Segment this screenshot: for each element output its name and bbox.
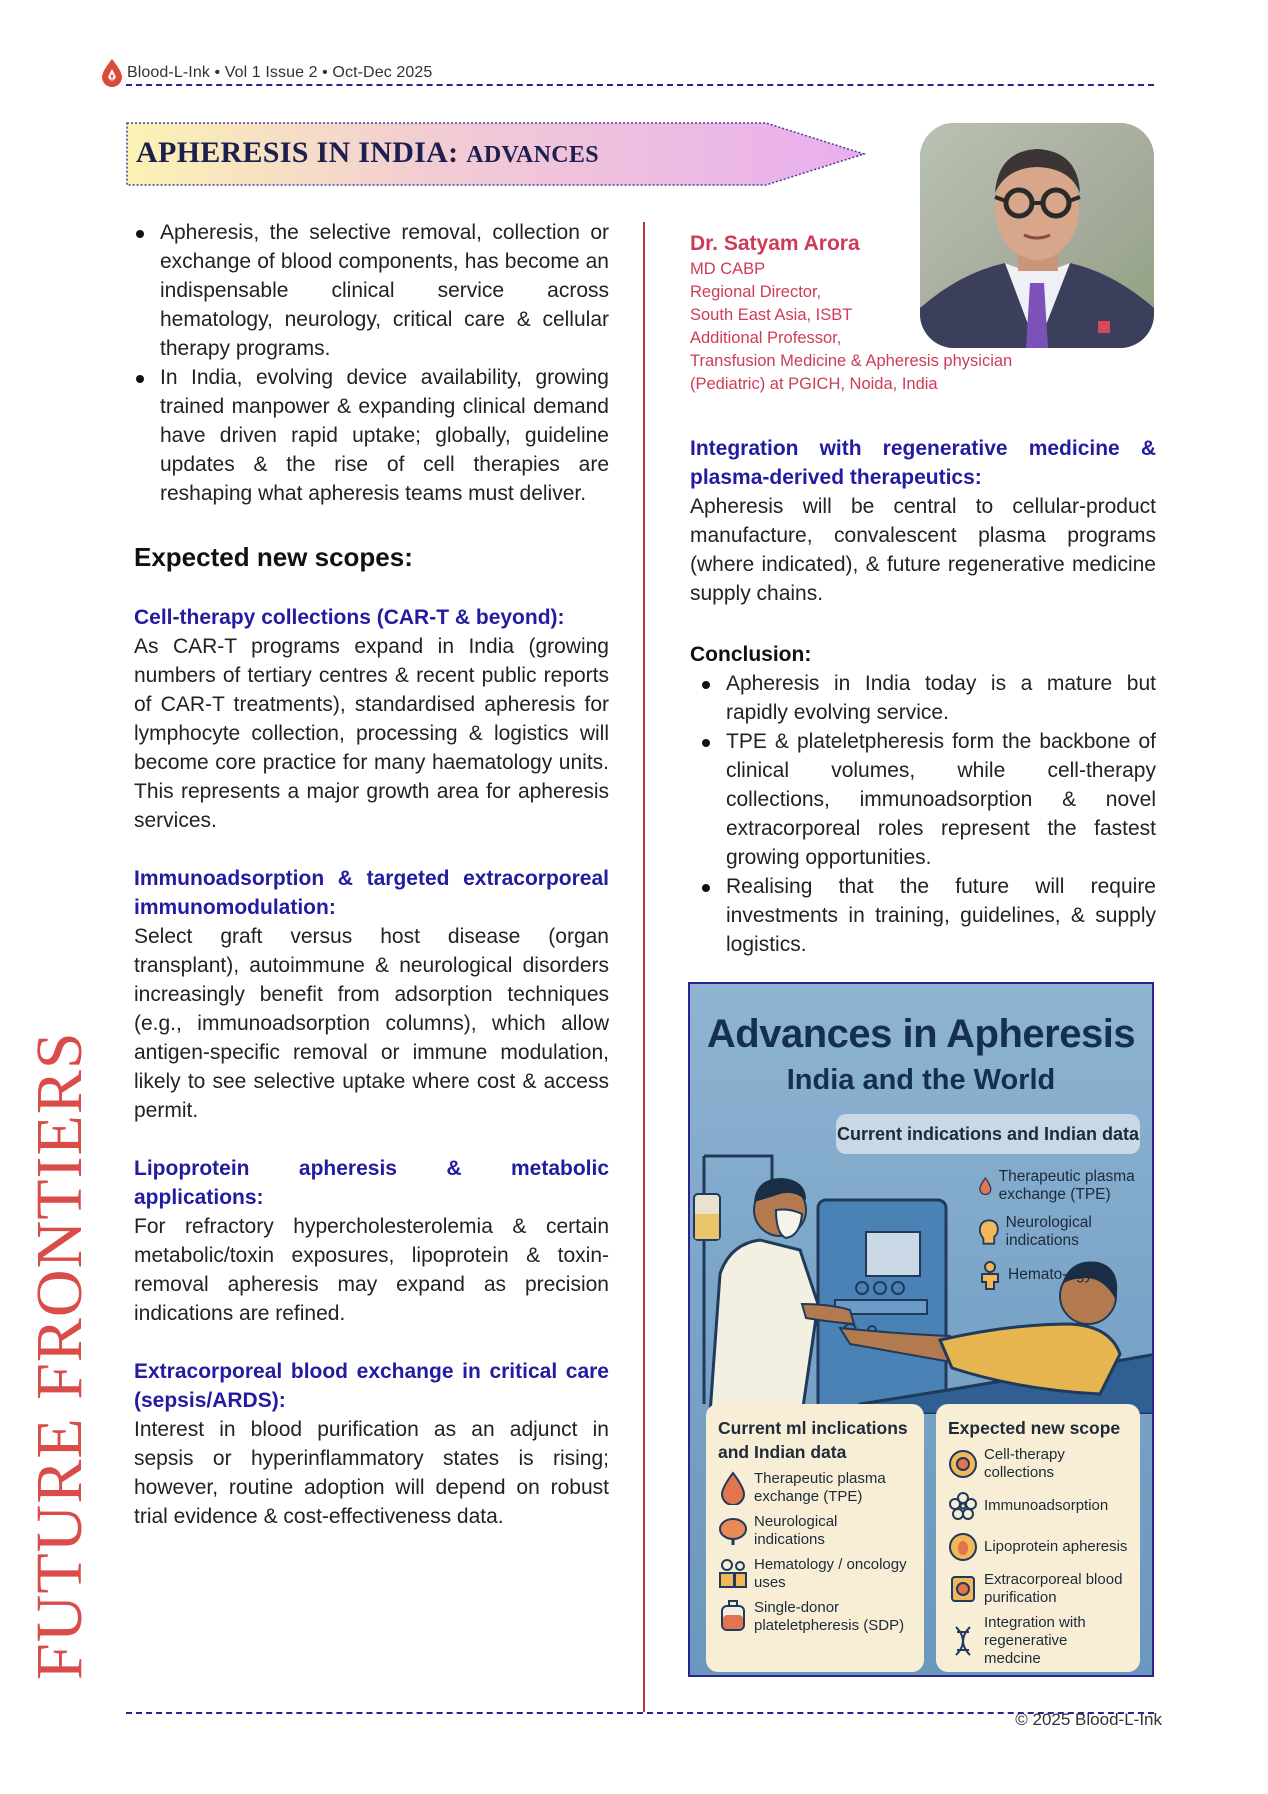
conclusion-bullet: TPE & plateletpheresis form the backbone of clinical volumes, while cell-therapy collections, immunoadsorption & novel extracorporeal roles represent the fastest growing opportunities. bbox=[690, 727, 1156, 872]
section-body: As CAR-T programs expand in India (growing numbers of tertiary centres & recent public reports of CAR-T treatments), standardised apheresis for lymphocyte collection, processing & logistics will become core practice for many haematology units. This represents a major growth area for apheresis services. bbox=[134, 635, 609, 832]
conclusion-bullet: Apheresis in India today is a mature but rapidly evolving service. bbox=[690, 669, 1156, 727]
author-role: Regional Director, bbox=[690, 283, 822, 301]
apheresis-infographic bbox=[688, 982, 1154, 1677]
section-body: Interest in blood purification as an adjunct in sepsis or hyperinflammatory states is rising; however, routine adoption will depend on robust trial evidence & cost-effectiveness data. bbox=[134, 1418, 609, 1528]
legend-item: Therapeutic plasma exchange (TPE) bbox=[978, 1168, 1153, 1204]
blood-drop-icon bbox=[978, 1171, 993, 1201]
author-name: Dr. Satyam Arora bbox=[690, 232, 860, 255]
author-role: South East Asia, ISBT bbox=[690, 306, 853, 324]
copyright: © 2025 Blood-L-Ink bbox=[1015, 1710, 1162, 1729]
card-item: Integration with regenerative medcine bbox=[948, 1614, 1128, 1668]
article-title-banner bbox=[126, 122, 866, 186]
blood-drop-icon bbox=[718, 1471, 748, 1505]
head-profile-icon bbox=[978, 1217, 1000, 1247]
author-role: (Pediatric) at PGICH, Noida, India bbox=[690, 375, 938, 393]
card-item: Immunoadsorption bbox=[948, 1489, 1128, 1523]
lipoprotein-icon bbox=[948, 1530, 978, 1564]
section-side-label: FUTURE FRONTIERS bbox=[23, 1031, 96, 1680]
card-item: Neurological indications bbox=[718, 1513, 912, 1549]
brain-icon bbox=[718, 1514, 748, 1548]
scope-section-lipoprotein bbox=[134, 1154, 609, 1328]
section-body: For refractory hypercholesterolemia & certain metabolic/toxin exposures, lipoprotein & toxin-removal apheresis may expand as precision indications are refined. bbox=[134, 1215, 609, 1325]
card-item: Therapeutic plasma exchange (TPE) bbox=[718, 1470, 912, 1506]
flower-icon bbox=[948, 1489, 978, 1523]
publication-info: Blood-L-Ink • Vol 1 Issue 2 • Oct-Dec 2025 bbox=[127, 64, 433, 81]
conclusion-bullet-list bbox=[690, 669, 1156, 959]
blood-drop-pen-nib-icon bbox=[100, 58, 124, 88]
scopes-heading: Expected new scopes: bbox=[134, 542, 413, 572]
card-item: Lipoprotein apheresis bbox=[948, 1530, 1128, 1564]
author-credential: MD CABP bbox=[690, 260, 766, 278]
section-heading: Extracorporeal blood exchange in critical care (sepsis/ARDS): bbox=[134, 1360, 609, 1412]
infographic-subtitle: India and the World bbox=[786, 1064, 1056, 1096]
current-indications-card bbox=[706, 1404, 924, 1672]
infographic-pill-label: Current indications and Indian data bbox=[836, 1114, 1140, 1154]
conclusion-heading: Conclusion: bbox=[690, 643, 812, 666]
card-item: Hematology / oncology uses bbox=[718, 1556, 912, 1592]
card-heading: Expected new scope bbox=[948, 1418, 1121, 1438]
author-role: Additional Professor, bbox=[690, 329, 842, 347]
scope-section-regenerative bbox=[690, 434, 1156, 608]
person-icon bbox=[978, 1260, 1002, 1290]
blood-bag-icon bbox=[718, 1600, 748, 1634]
header-divider bbox=[126, 84, 1154, 86]
legend-item: Hemato-ogy bbox=[978, 1260, 1153, 1290]
intro-bullet: In India, evolving device availability, growing trained manpower & expanding clinical demand have driven rapid uptake; globally, guideline updates & the rise of cell therapies are reshaping what apheresis teams must deliver. bbox=[134, 363, 609, 508]
card-item: Single-donor plateletpheresis (SDP) bbox=[718, 1599, 912, 1635]
left-column bbox=[134, 218, 609, 1560]
section-body: Select graft versus host disease (organ transplant), autoimmune & neurological disorders increasingly benefit from adsorption techniques (e.g., immunoadsorption columns), which allow antigen-specific removal or immune modulation, likely to see selective uptake where cost & access permit. bbox=[134, 925, 609, 1122]
scope-section-critical-care bbox=[134, 1357, 609, 1531]
expected-scope-card bbox=[936, 1404, 1140, 1672]
cell-icon bbox=[948, 1447, 978, 1481]
intro-bullet-list bbox=[134, 218, 609, 508]
filter-icon bbox=[948, 1572, 978, 1606]
section-heading: Integration with regenerative medicine & plasma-derived therapeutics: bbox=[690, 437, 1156, 489]
people-icon bbox=[718, 1557, 748, 1591]
section-heading: Lipoprotein apheresis & metabolic applications: bbox=[134, 1157, 609, 1209]
scope-section-immunoadsorption bbox=[134, 864, 609, 1125]
card-item: Cell-therapy collections bbox=[948, 1446, 1128, 1482]
author-block bbox=[690, 230, 1156, 396]
dna-icon bbox=[948, 1624, 978, 1658]
section-body: Apheresis will be central to cellular-product manufacture, convalescent plasma programs (where indicated), & future regenerative medicine supply chains. bbox=[690, 495, 1156, 605]
card-item: Extracorporeal blood purification bbox=[948, 1571, 1128, 1607]
article-title: APHERESIS IN INDIA: ADVANCES bbox=[136, 136, 599, 169]
footer-divider bbox=[126, 1712, 1154, 1714]
infographic-title: Advances in Apheresis bbox=[706, 1012, 1136, 1056]
right-column bbox=[690, 230, 1156, 959]
conclusion-bullet: Realising that the future will require investments in training, guidelines, & supply logistics. bbox=[690, 872, 1156, 959]
legend-item: Neurological indications bbox=[978, 1214, 1153, 1250]
author-role: Transfusion Medicine & Apheresis physician bbox=[690, 352, 1013, 370]
section-heading: Immunoadsorption & targeted extracorporeal immunomodulation: bbox=[134, 867, 609, 919]
intro-bullet: Apheresis, the selective removal, collection or exchange of blood components, has become an indispensable clinical service across hematology, neurology, critical care & cellular therapy programs. bbox=[134, 218, 609, 363]
section-heading: Cell-therapy collections (CAR-T & beyond): bbox=[134, 606, 565, 629]
scope-section-cell-therapy bbox=[134, 603, 609, 835]
infographic-legend bbox=[978, 1168, 1153, 1300]
column-divider bbox=[643, 222, 645, 1712]
card-heading: Current ml inclications and Indian data bbox=[718, 1418, 908, 1462]
